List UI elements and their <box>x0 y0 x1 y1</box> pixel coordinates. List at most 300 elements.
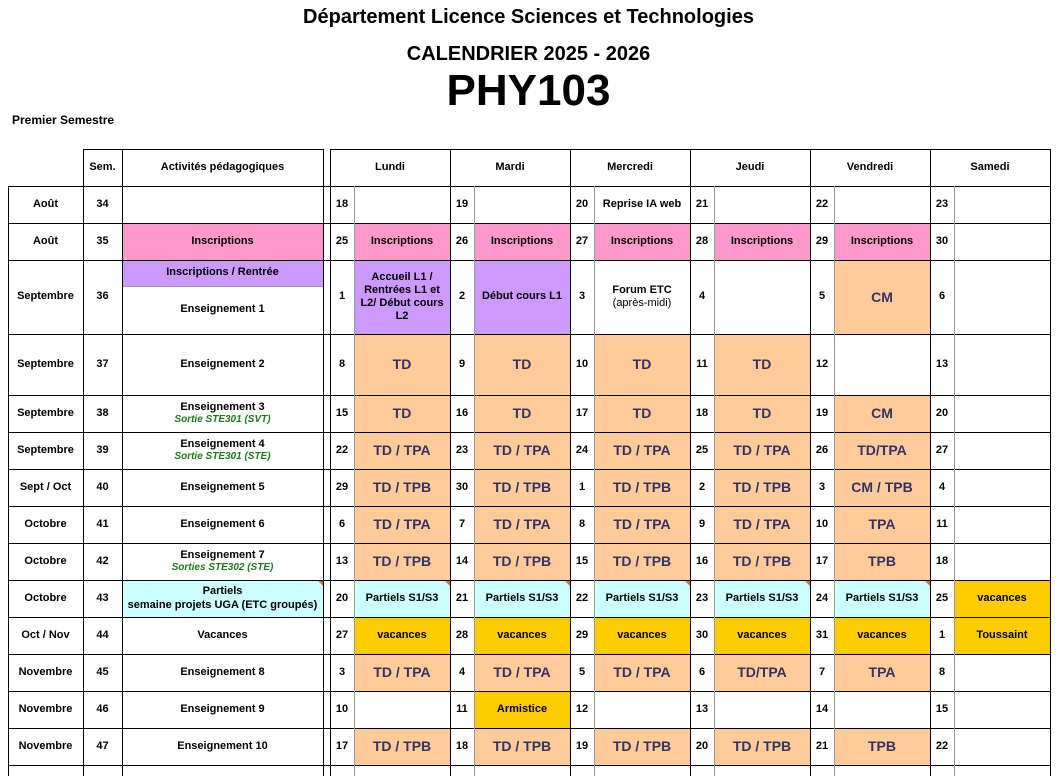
day-number <box>690 223 714 260</box>
day-cell <box>954 260 1050 334</box>
day-activity-label: TD / TPB <box>492 738 552 755</box>
day-cell <box>594 506 690 543</box>
day-number-label: 22 <box>815 197 829 210</box>
day-cell <box>354 728 450 765</box>
day-number <box>450 691 474 728</box>
day-activity-label: TD / TPB <box>372 738 432 755</box>
day-number-label: 27 <box>575 234 589 247</box>
day-cell <box>594 543 690 580</box>
day-cell <box>714 186 810 223</box>
grid-line <box>122 149 123 776</box>
day-cell <box>714 617 810 654</box>
day-cell <box>714 543 810 580</box>
day-number <box>450 654 474 691</box>
day-cell <box>834 617 930 654</box>
day-number <box>690 395 714 432</box>
day-number-label: 12 <box>815 357 829 370</box>
day-number-label: 22 <box>335 443 349 456</box>
day-cell <box>354 395 450 432</box>
day-number <box>330 395 354 432</box>
day-number <box>810 654 834 691</box>
day-number <box>450 432 474 469</box>
week-number: 41 <box>96 517 109 530</box>
day-number <box>690 334 714 395</box>
day-cell <box>474 506 570 543</box>
month-label: Novembre <box>18 739 73 752</box>
day-number-label: 28 <box>695 234 709 247</box>
day-cell <box>954 432 1050 469</box>
month-label: Août <box>32 197 59 210</box>
day-number-label: 4 <box>458 665 466 678</box>
activity-cell <box>122 186 323 223</box>
day-number-label: 6 <box>338 517 346 530</box>
day-number-label: 3 <box>818 480 826 493</box>
day-number <box>570 223 594 260</box>
activity-label: Enseignement 6 <box>180 517 265 530</box>
header-activities <box>122 149 323 186</box>
day-number <box>330 432 354 469</box>
month-cell <box>8 728 83 765</box>
day-number <box>450 506 474 543</box>
week-number: 35 <box>96 234 109 247</box>
activity-cell <box>122 543 323 580</box>
day-activity-label: TD / TPB <box>372 553 432 570</box>
day-activity-label: Inscriptions <box>850 234 914 247</box>
day-number <box>330 691 354 728</box>
activity-cell <box>122 223 323 260</box>
day-cell <box>594 580 690 617</box>
activity-sub-label: Sortie STE301 (SVT) <box>174 414 271 426</box>
day-number <box>690 469 714 506</box>
month-label: Novembre <box>18 702 73 715</box>
grid-line <box>954 186 955 776</box>
week-cell <box>83 395 122 432</box>
activity-label: Enseignement 5 <box>180 480 265 493</box>
activity-label: Enseignement 4 <box>180 437 265 450</box>
day-number-label: 18 <box>335 197 349 210</box>
grid-line <box>8 186 9 776</box>
day-activity-label: TD / TPB <box>612 479 672 496</box>
day-number-label: 8 <box>578 517 586 530</box>
day-cell <box>354 691 450 728</box>
day-cell <box>714 580 810 617</box>
header-day-2 <box>570 149 690 186</box>
day-cell <box>474 334 570 395</box>
day-number-label: 8 <box>338 357 346 370</box>
day-number-label: 20 <box>335 591 349 604</box>
day-cell <box>834 186 930 223</box>
day-number-label: 6 <box>938 290 946 303</box>
header-day-3 <box>690 149 810 186</box>
day-number-label: 17 <box>815 554 829 567</box>
day-number-label: 10 <box>335 702 349 715</box>
week-number: 39 <box>96 443 109 456</box>
day-number <box>330 728 354 765</box>
month-label: Novembre <box>18 665 73 678</box>
day-cell <box>474 223 570 260</box>
week-cell <box>83 223 122 260</box>
day-cell <box>354 617 450 654</box>
activity-sub-label: Sorties STE302 (STE) <box>171 562 274 574</box>
month-label: Oct / Nov <box>21 628 70 641</box>
day-number <box>450 223 474 260</box>
day-activity-label: TD / TPB <box>732 553 792 570</box>
day-number-label: 2 <box>698 480 706 493</box>
day-number <box>450 469 474 506</box>
day-number-label: 17 <box>335 739 349 752</box>
day-activity-label: TD / TPA <box>373 516 431 533</box>
day-cell <box>594 395 690 432</box>
day-number-label: 7 <box>458 517 466 530</box>
day-number <box>810 580 834 617</box>
day-activity-label: Accueil L1 / Rentrées L1 et L2/ Début cours L2 <box>360 270 444 323</box>
day-number <box>930 260 954 334</box>
grid-line <box>570 149 571 776</box>
grid-line <box>810 149 811 776</box>
day-number <box>330 543 354 580</box>
day-cell <box>954 543 1050 580</box>
day-number <box>810 260 834 334</box>
day-number-label: 30 <box>695 628 709 641</box>
header-sem <box>83 149 122 186</box>
day-cell <box>954 654 1050 691</box>
grid-line <box>8 395 1051 396</box>
day-activity-label: TD <box>632 405 652 422</box>
day-cell <box>834 223 930 260</box>
day-number <box>330 580 354 617</box>
day-number-label: 23 <box>695 591 709 604</box>
day-number-label: 19 <box>575 739 589 752</box>
day-activity-label: CM <box>871 405 893 422</box>
day-activity-label: TD/TPA <box>857 442 907 459</box>
day-cell <box>714 432 810 469</box>
day-cell <box>834 506 930 543</box>
day-cell <box>714 691 810 728</box>
day-number-label: 8 <box>938 665 946 678</box>
day-cell <box>834 260 930 334</box>
day-number-label: 15 <box>575 554 589 567</box>
day-number-label: 28 <box>455 628 469 641</box>
week-cell <box>83 580 122 617</box>
day-cell <box>474 580 570 617</box>
day-number-label: 4 <box>938 480 946 493</box>
week-number: 36 <box>96 290 109 303</box>
activity-cell <box>122 395 323 432</box>
activity-label: Enseignement 8 <box>180 665 265 678</box>
day-cell <box>954 469 1050 506</box>
day-activity-label: TPB <box>868 553 896 570</box>
day-cell <box>834 432 930 469</box>
day-cell <box>714 260 810 334</box>
grid-line <box>330 149 331 776</box>
day-cell <box>594 186 690 223</box>
day-cell <box>474 654 570 691</box>
month-label: Octobre <box>24 591 67 604</box>
day-cell <box>594 223 690 260</box>
day-number-label: 29 <box>335 480 349 493</box>
day-cell <box>834 395 930 432</box>
day-number-label: 20 <box>695 739 709 752</box>
day-activity-label: TD / TPB <box>732 738 792 755</box>
grid-line <box>1050 149 1051 776</box>
day-number-label: 4 <box>698 290 706 303</box>
month-label: Octobre <box>24 517 67 530</box>
day-activity-label: TD / TPA <box>493 442 551 459</box>
grid-line <box>323 149 324 776</box>
day-cell <box>354 334 450 395</box>
day-number-label: 30 <box>455 480 469 493</box>
day-cell <box>354 186 450 223</box>
activity-label: Enseignement 3 <box>180 400 265 413</box>
grid-line <box>930 149 931 776</box>
day-number <box>690 728 714 765</box>
day-number <box>930 580 954 617</box>
week-number: 37 <box>96 357 109 370</box>
header-day-label: Mardi <box>495 160 525 173</box>
activity-cell <box>122 654 323 691</box>
day-number-label: 27 <box>935 443 949 456</box>
day-number <box>810 186 834 223</box>
day-activity-label: Toussaint <box>976 628 1028 641</box>
day-number <box>330 334 354 395</box>
day-activity-label: TD <box>632 356 652 373</box>
day-activity-label: TD / TPB <box>372 479 432 496</box>
day-number <box>450 186 474 223</box>
day-number <box>930 506 954 543</box>
day-cell <box>594 654 690 691</box>
day-cell <box>714 728 810 765</box>
day-number-label: 5 <box>578 665 586 678</box>
month-cell <box>8 186 83 223</box>
day-cell <box>354 469 450 506</box>
day-number <box>810 395 834 432</box>
day-number-label: 30 <box>935 234 949 247</box>
day-number-label: 6 <box>698 665 706 678</box>
activity-label: Partiels <box>202 585 243 598</box>
day-cell <box>954 580 1050 617</box>
day-activity-label: TPA <box>868 516 896 533</box>
day-number-label: 25 <box>695 443 709 456</box>
day-number <box>330 186 354 223</box>
day-number <box>810 334 834 395</box>
day-activity-label: vacances <box>737 628 787 641</box>
day-cell <box>954 506 1050 543</box>
day-number-label: 3 <box>578 290 586 303</box>
header-day-5 <box>930 149 1050 186</box>
day-cell <box>594 334 690 395</box>
day-number <box>570 617 594 654</box>
month-label: Septembre <box>17 290 74 303</box>
day-number-label: 15 <box>935 702 949 715</box>
day-activity-label: TD / TPB <box>612 553 672 570</box>
day-activity-label: TD / TPB <box>492 479 552 496</box>
day-number <box>930 691 954 728</box>
day-number-label: 25 <box>935 591 949 604</box>
month-cell <box>8 617 83 654</box>
week-cell <box>83 260 122 334</box>
day-number <box>690 654 714 691</box>
day-number <box>330 260 354 334</box>
activity-cell <box>122 506 323 543</box>
day-number <box>570 543 594 580</box>
day-number-label: 13 <box>335 554 349 567</box>
day-number <box>330 469 354 506</box>
day-cell <box>594 260 690 334</box>
grid-line <box>8 260 1051 261</box>
day-number <box>930 432 954 469</box>
day-activity-label: TD <box>392 356 412 373</box>
day-number <box>690 617 714 654</box>
day-cell <box>474 395 570 432</box>
day-number <box>930 395 954 432</box>
day-cell <box>834 691 930 728</box>
day-cell <box>954 728 1050 765</box>
day-cell <box>354 506 450 543</box>
day-activity-label: TD/TPA <box>737 664 787 681</box>
day-activity-label: TD <box>392 405 412 422</box>
day-number-label: 10 <box>815 517 829 530</box>
day-cell <box>474 432 570 469</box>
day-cell <box>354 260 450 334</box>
day-number-label: 18 <box>935 554 949 567</box>
grid-line <box>450 149 451 776</box>
day-activity-label: TD <box>512 356 532 373</box>
day-cell <box>594 617 690 654</box>
activity-cell <box>122 286 323 334</box>
day-number <box>450 617 474 654</box>
activity-cell <box>122 334 323 395</box>
day-activity-label: TD <box>512 405 532 422</box>
day-number <box>690 186 714 223</box>
month-cell <box>8 543 83 580</box>
month-label: Septembre <box>17 406 74 419</box>
day-number <box>330 654 354 691</box>
day-number <box>930 223 954 260</box>
day-number <box>810 691 834 728</box>
activity-label: Vacances <box>197 628 248 641</box>
day-number <box>810 469 834 506</box>
grid-line <box>8 617 1051 618</box>
week-number: 40 <box>96 480 109 493</box>
day-number <box>570 469 594 506</box>
day-cell <box>834 728 930 765</box>
day-number-label: 20 <box>935 406 949 419</box>
header-activities-label: Activités pédagogiques <box>160 160 285 173</box>
day-number-label: 12 <box>575 702 589 715</box>
day-number <box>570 580 594 617</box>
activity-label: Enseignement 9 <box>180 702 265 715</box>
day-activity-label: TD / TPA <box>733 516 791 533</box>
grid-line <box>474 186 475 776</box>
day-number-label: 14 <box>815 702 829 715</box>
day-number-label: 11 <box>936 517 948 530</box>
day-number-label: 31 <box>815 628 829 641</box>
day-activity-label: Reprise IA web <box>602 197 682 210</box>
day-number <box>450 334 474 395</box>
week-cell <box>83 617 122 654</box>
day-number <box>930 334 954 395</box>
week-cell <box>83 432 122 469</box>
day-number-label: 22 <box>575 591 589 604</box>
activity-cell <box>122 691 323 728</box>
day-number <box>570 654 594 691</box>
day-sub-label: (après-midi) <box>612 297 672 309</box>
day-number <box>810 432 834 469</box>
day-number <box>690 260 714 334</box>
day-number-label: 16 <box>455 406 469 419</box>
day-activity-label: vacances <box>377 628 427 641</box>
day-cell <box>474 469 570 506</box>
day-activity-label: Inscriptions <box>730 234 794 247</box>
day-cell <box>834 543 930 580</box>
month-label: Sept / Oct <box>19 480 72 493</box>
day-number-label: 9 <box>458 357 466 370</box>
day-number <box>570 691 594 728</box>
day-number <box>570 395 594 432</box>
header-day-label: Lundi <box>375 160 405 173</box>
day-activity-label: TPA <box>868 664 896 681</box>
day-number-label: 24 <box>575 443 589 456</box>
grid-line <box>8 469 1051 470</box>
day-number <box>930 469 954 506</box>
grid-line <box>8 223 1051 224</box>
month-cell <box>8 654 83 691</box>
month-cell <box>8 580 83 617</box>
month-cell <box>8 506 83 543</box>
month-cell <box>8 260 83 334</box>
week-cell <box>83 543 122 580</box>
day-number <box>570 260 594 334</box>
day-activity-label: vacances <box>497 628 547 641</box>
day-number-label: 11 <box>456 702 468 715</box>
day-cell <box>594 469 690 506</box>
header-day-label: Mercredi <box>607 160 653 173</box>
day-number <box>330 617 354 654</box>
grid-line <box>122 286 323 287</box>
day-cell <box>954 186 1050 223</box>
day-number <box>930 543 954 580</box>
grid-line <box>714 186 715 776</box>
day-cell <box>474 691 570 728</box>
day-number <box>690 543 714 580</box>
day-number-label: 2 <box>458 290 466 303</box>
day-cell <box>594 691 690 728</box>
week-number: 47 <box>96 739 109 752</box>
day-cell <box>834 580 930 617</box>
day-activity-label: TD / TPA <box>493 664 551 681</box>
day-cell <box>714 654 810 691</box>
day-activity-label: TPB <box>868 738 896 755</box>
month-cell <box>8 223 83 260</box>
day-number-label: 18 <box>695 406 709 419</box>
calendar-title: CALENDRIER 2025 - 2026 <box>406 43 651 65</box>
header-day-label: Samedi <box>970 160 1010 173</box>
day-number-label: 1 <box>338 290 346 303</box>
day-number-label: 9 <box>698 517 706 530</box>
semester-label: Premier Semestre <box>12 113 115 127</box>
day-activity-label: Inscriptions <box>370 234 434 247</box>
day-number-label: 3 <box>338 665 346 678</box>
day-activity-label: TD / TPB <box>612 738 672 755</box>
day-number-label: 15 <box>335 406 349 419</box>
day-number <box>690 506 714 543</box>
day-cell <box>354 223 450 260</box>
day-number-label: 26 <box>455 234 469 247</box>
day-cell <box>714 334 810 395</box>
grid-line <box>8 765 1051 766</box>
week-cell <box>83 654 122 691</box>
day-number-label: 26 <box>815 443 829 456</box>
